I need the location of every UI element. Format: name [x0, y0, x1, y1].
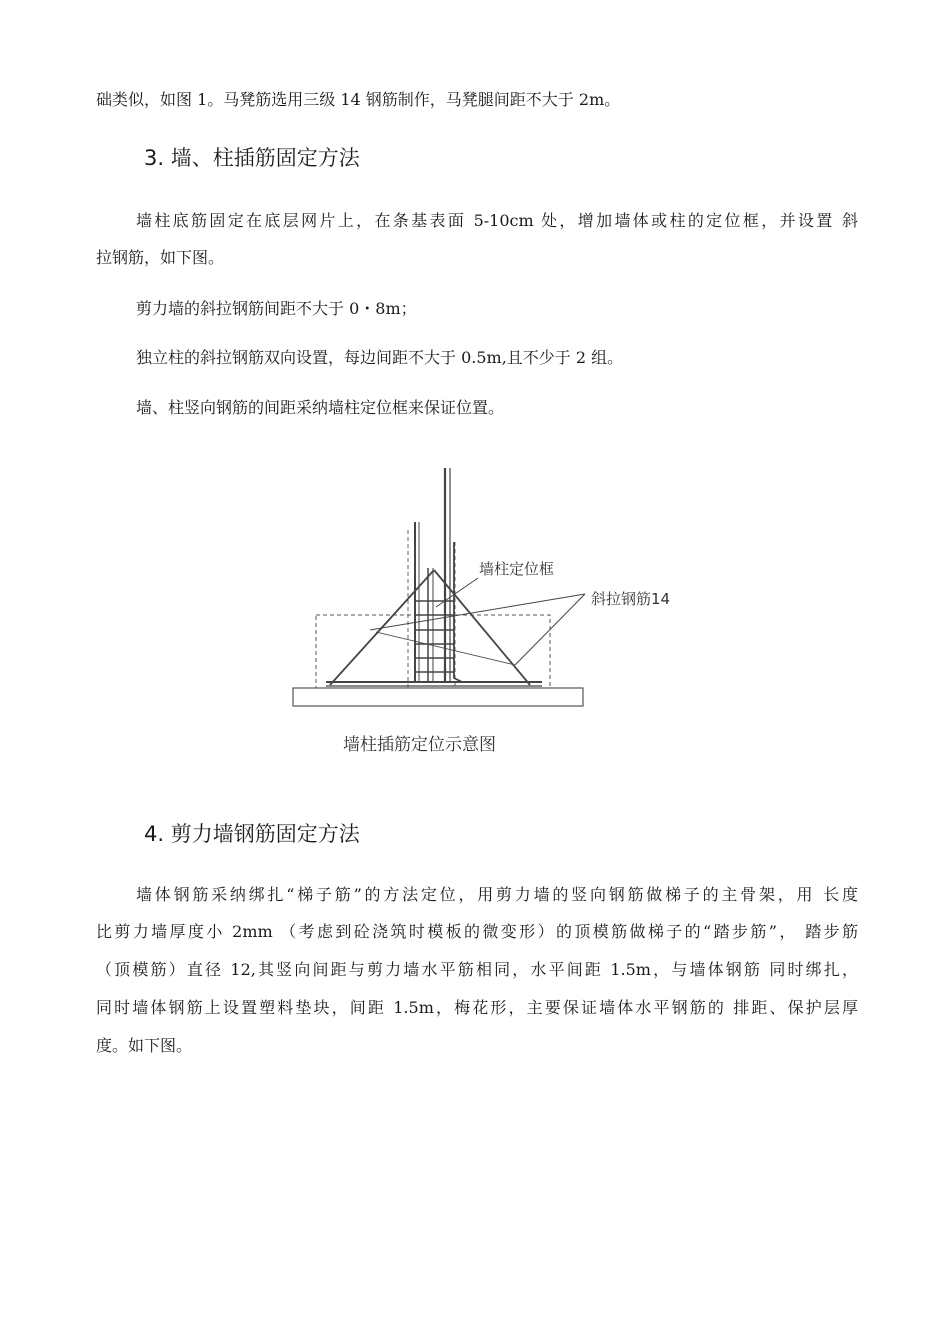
section-4-line-1: 墙体钢筋采纳绑扎“梯子筋”的方法定位，用剪力墙的竖向钢筋做梯子的主骨架，用 长度 [136, 885, 858, 904]
section-4-line-2: 比剪力墙厚度小 2mm （考虑到砼浇筑时模板的微变形）的顶模筋做梯子的“踏步筋”， 踏步筋 [96, 922, 858, 941]
figure-caption: 墙柱插筋定位示意图 [343, 735, 496, 755]
section-3-heading: 3. 墙、柱插筋固定方法 [144, 146, 360, 170]
section-3-paragraph-1-line-2: 拉钢筋，如下图。 [96, 248, 225, 267]
label-diagonal-rebar: 斜拉钢筋14 [591, 590, 671, 608]
section-3-paragraph-2: 剪力墙的斜拉钢筋间距不大于 0・8m； [136, 299, 417, 318]
section-4-line-5: 度。如下图。 [96, 1036, 193, 1055]
section-4-heading: 4. 剪力墙钢筋固定方法 [144, 822, 360, 846]
rebar-positioning-diagram [290, 460, 690, 770]
section-4-line-3: （顶模筋）直径 12,其竖向间距与剪力墙水平筋相同，水平间距 1.5m，与墙体钢筋 同时绑扎， [96, 960, 858, 979]
section-3-paragraph-1-line-1: 墙柱底筋固定在底层网片上，在条基表面 5-10cm 处，增加墙体或柱的定位框，并设置 斜 [136, 211, 858, 230]
paragraph-continuation: 础类似，如图 1。马凳筋选用三级 14 钢筋制作，马凳腿间距不大于 2m。 [96, 90, 621, 109]
section-3-paragraph-3: 独立柱的斜拉钢筋双向设置，每边间距不大于 0.5m,且不少于 2 组。 [136, 348, 624, 367]
section-4-line-4: 同时墙体钢筋上设置塑料垫块，间距 1.5m，梅花形，主要保证墙体水平钢筋的 排距、保护层厚 [96, 998, 858, 1017]
section-3-paragraph-4: 墙、柱竖向钢筋的间距采纳墙柱定位框来保证位置。 [136, 398, 505, 417]
foundation-slab [293, 688, 583, 706]
label-positioning-frame: 墙柱定位框 [479, 560, 555, 578]
